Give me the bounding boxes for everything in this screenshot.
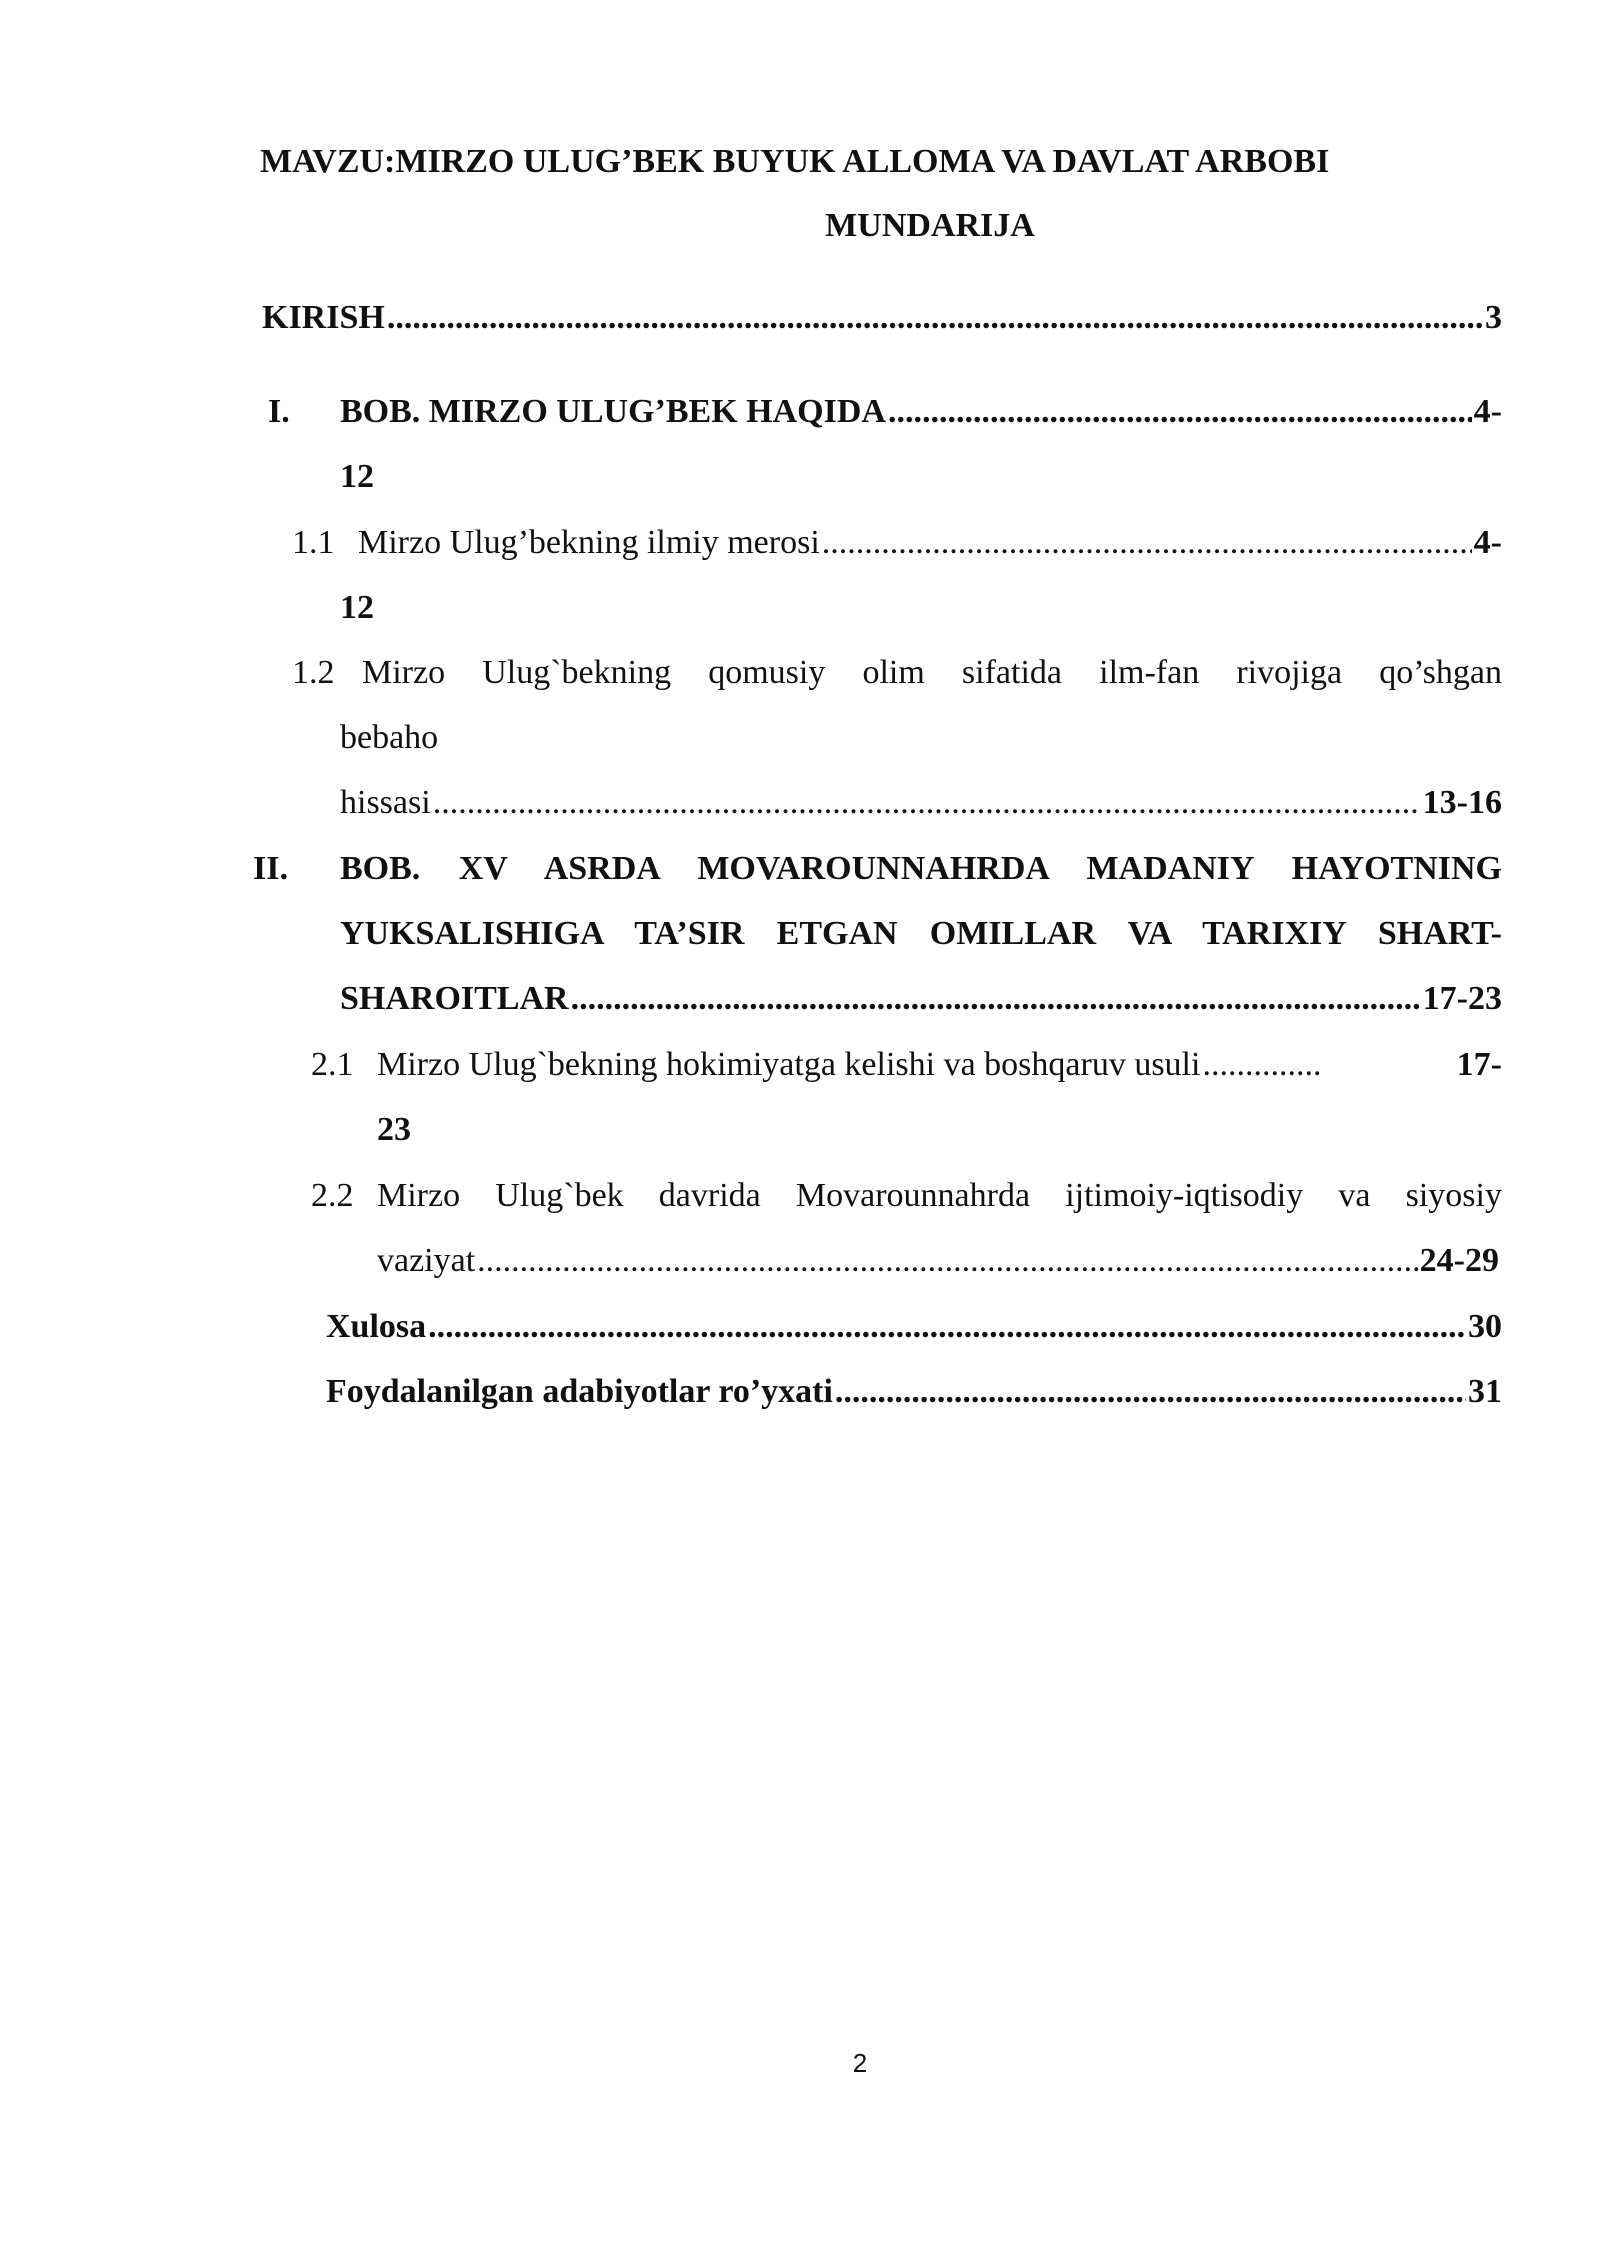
toc-entry-text: Mirzo Ulug`bekning hokimiyatga kelishi va boshqaruv usuli xyxy=(377,1046,1201,1083)
toc-entry-1-2-line1: Mirzo Ulug`bekning qomusiy olim sifatida ilm-fan rivojiga qo’shgan xyxy=(362,654,1502,691)
toc-entry-2-2-line1: Mirzo Ulug`bek davrida Movarounnahrda ijtimoiy-iqtisodiy va siyosiy xyxy=(377,1177,1502,1214)
toc-page-number: 17- xyxy=(1456,1046,1502,1083)
toc-entry-1-2-line3 xyxy=(340,783,1502,823)
contents-heading: MUNDARIJA xyxy=(825,207,1035,244)
toc-entry-kirish xyxy=(262,298,1502,338)
toc-entry-adabiyotlar xyxy=(326,1372,1502,1412)
dot-leader xyxy=(835,1372,1466,1412)
toc-entry-xulosa xyxy=(326,1307,1502,1347)
toc-page-number: 4- xyxy=(1473,393,1502,430)
section-number: 2.2 xyxy=(311,1177,354,1214)
toc-page-number-cont: 12 xyxy=(340,589,374,626)
toc-entry-1-1 xyxy=(358,523,1502,563)
section-number: 1.1 xyxy=(292,524,335,561)
toc-entry-text: KIRISH xyxy=(262,299,385,336)
chapter-number: II. xyxy=(253,850,288,887)
section-number: 1.2 xyxy=(292,654,335,691)
dot-leader xyxy=(433,783,1421,823)
toc-entry-chapter1 xyxy=(340,392,1502,432)
toc-page-number: 4- xyxy=(1473,524,1502,561)
page-number: 2 xyxy=(852,2048,868,2078)
toc-entry-text: Mirzo Ulug’bekning ilmiy merosi xyxy=(358,524,820,561)
toc-entry-text: BOB. MIRZO ULUG’BEK HAQIDA xyxy=(340,393,886,430)
toc-entry-2-1 xyxy=(377,1045,1502,1085)
dot-leader xyxy=(1202,1045,1322,1085)
dot-leader xyxy=(477,1241,1418,1281)
toc-entry-chapter2-line2: YUKSALISHIGA TA’SIR ETGAN OMILLAR VA TARIXIY SHART- xyxy=(340,915,1502,952)
toc-entry-2-2-line2 xyxy=(377,1241,1499,1281)
toc-page-number-cont: 12 xyxy=(340,458,374,495)
dot-leader xyxy=(571,979,1421,1019)
toc-entry-text: Foydalanilgan adabiyotlar ro’yxati xyxy=(326,1373,833,1410)
toc-entry-text: vaziyat xyxy=(377,1242,476,1279)
toc-page-number: 17-23 xyxy=(1422,980,1502,1017)
dot-leader xyxy=(822,523,1472,563)
document-title: MAVZU:MIRZO ULUG’BEK BUYUK ALLOMA VA DAVLAT ARBOBI xyxy=(260,143,1330,180)
toc-entry-1-2-line2: bebaho xyxy=(340,719,439,756)
dot-leader xyxy=(428,1307,1466,1347)
toc-page-number: 24-29 xyxy=(1419,1242,1499,1279)
toc-page-number: 3 xyxy=(1485,299,1502,336)
toc-entry-text: Xulosa xyxy=(326,1308,427,1345)
toc-entry-text: SHAROITLAR xyxy=(340,980,569,1017)
section-number: 2.1 xyxy=(311,1046,354,1083)
toc-entry-chapter2-line3 xyxy=(340,979,1502,1019)
toc-page-number: 31 xyxy=(1468,1373,1502,1410)
dot-leader xyxy=(888,392,1472,432)
toc-entry-chapter2-line1: BOB. XV ASRDA MOVAROUNNAHRDA MADANIY HAYOTNING xyxy=(340,850,1502,887)
toc-page-number: 13-16 xyxy=(1422,784,1502,821)
toc-page-number: 30 xyxy=(1468,1308,1502,1345)
toc-entry-text: hissasi xyxy=(340,784,431,821)
dot-leader xyxy=(387,298,1483,338)
toc-page-number-cont: 23 xyxy=(377,1111,411,1148)
chapter-number: I. xyxy=(268,393,290,430)
